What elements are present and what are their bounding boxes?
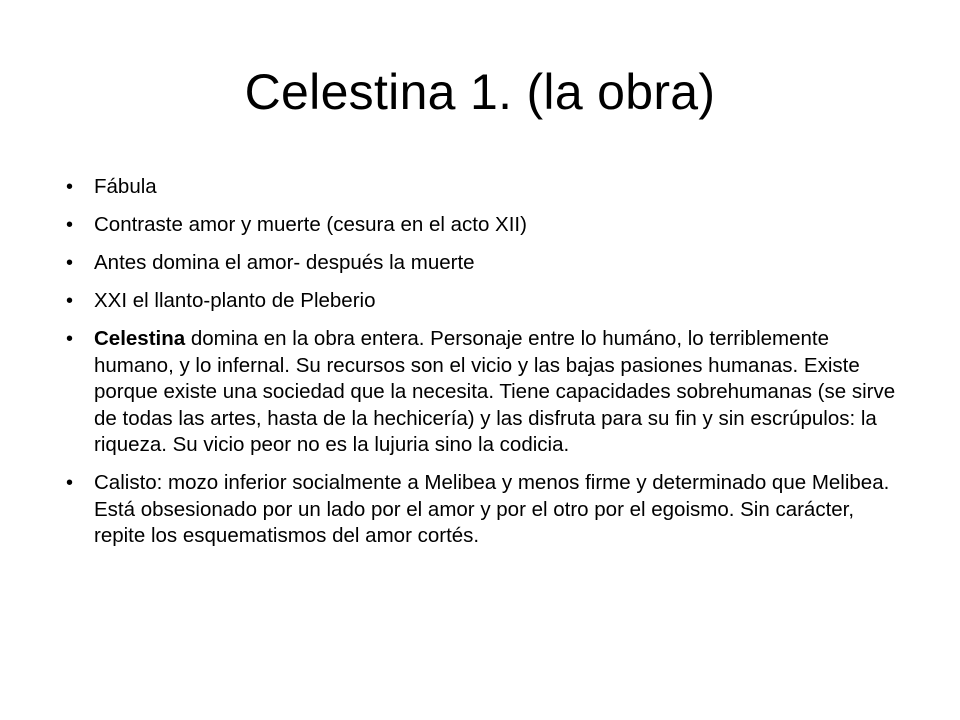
bullet-item bbox=[66, 174, 896, 201]
bullet-item bbox=[66, 326, 896, 459]
bullet-text: Contraste amor y muerte (cesura en el acto XII) bbox=[94, 213, 527, 236]
bullet-item bbox=[66, 212, 896, 239]
bullet-icon: • bbox=[66, 472, 74, 494]
bullet-text: domina en la obra entera. Personaje entre lo humáno, lo terriblemente humano, y lo infernal. Su recursos son el vicio y las bajas pasiones humanas. Existe porque existe una sociedad que la necesita. Tiene capacidades sobrehumanas (se sirve de todas las artes, hasta de la hechicería) y las disfruta para su fin y sin escrúpulos: la riqueza. Su vicio peor no es la lujuria sino la codicia. bbox=[94, 327, 896, 456]
bullet-icon: • bbox=[66, 290, 74, 312]
bullet-bold-text: Celestina bbox=[94, 327, 186, 350]
bullet-icon: • bbox=[66, 328, 74, 350]
bullet-icon: • bbox=[66, 176, 74, 198]
bullet-text: Antes domina el amor- después la muerte bbox=[94, 251, 475, 274]
bullet-list bbox=[66, 174, 896, 561]
bullet-item bbox=[66, 288, 896, 315]
bullet-item bbox=[66, 250, 896, 277]
bullet-item bbox=[66, 470, 896, 550]
slide-title: Celestina 1. (la obra) bbox=[244, 64, 716, 120]
bullet-icon: • bbox=[66, 214, 74, 236]
bullet-text: XXI el llanto-planto de Pleberio bbox=[94, 289, 376, 312]
bullet-icon: • bbox=[66, 252, 74, 274]
bullet-text: Calisto: mozo inferior socialmente a Melibea y menos firme y determinado que Melibea. Está obsesionado por un lado por el amor y por el otro por el egoismo. Sin carácter, repite los esquematismos del amor cortés. bbox=[94, 471, 890, 547]
bullet-text: Fábula bbox=[94, 175, 157, 198]
